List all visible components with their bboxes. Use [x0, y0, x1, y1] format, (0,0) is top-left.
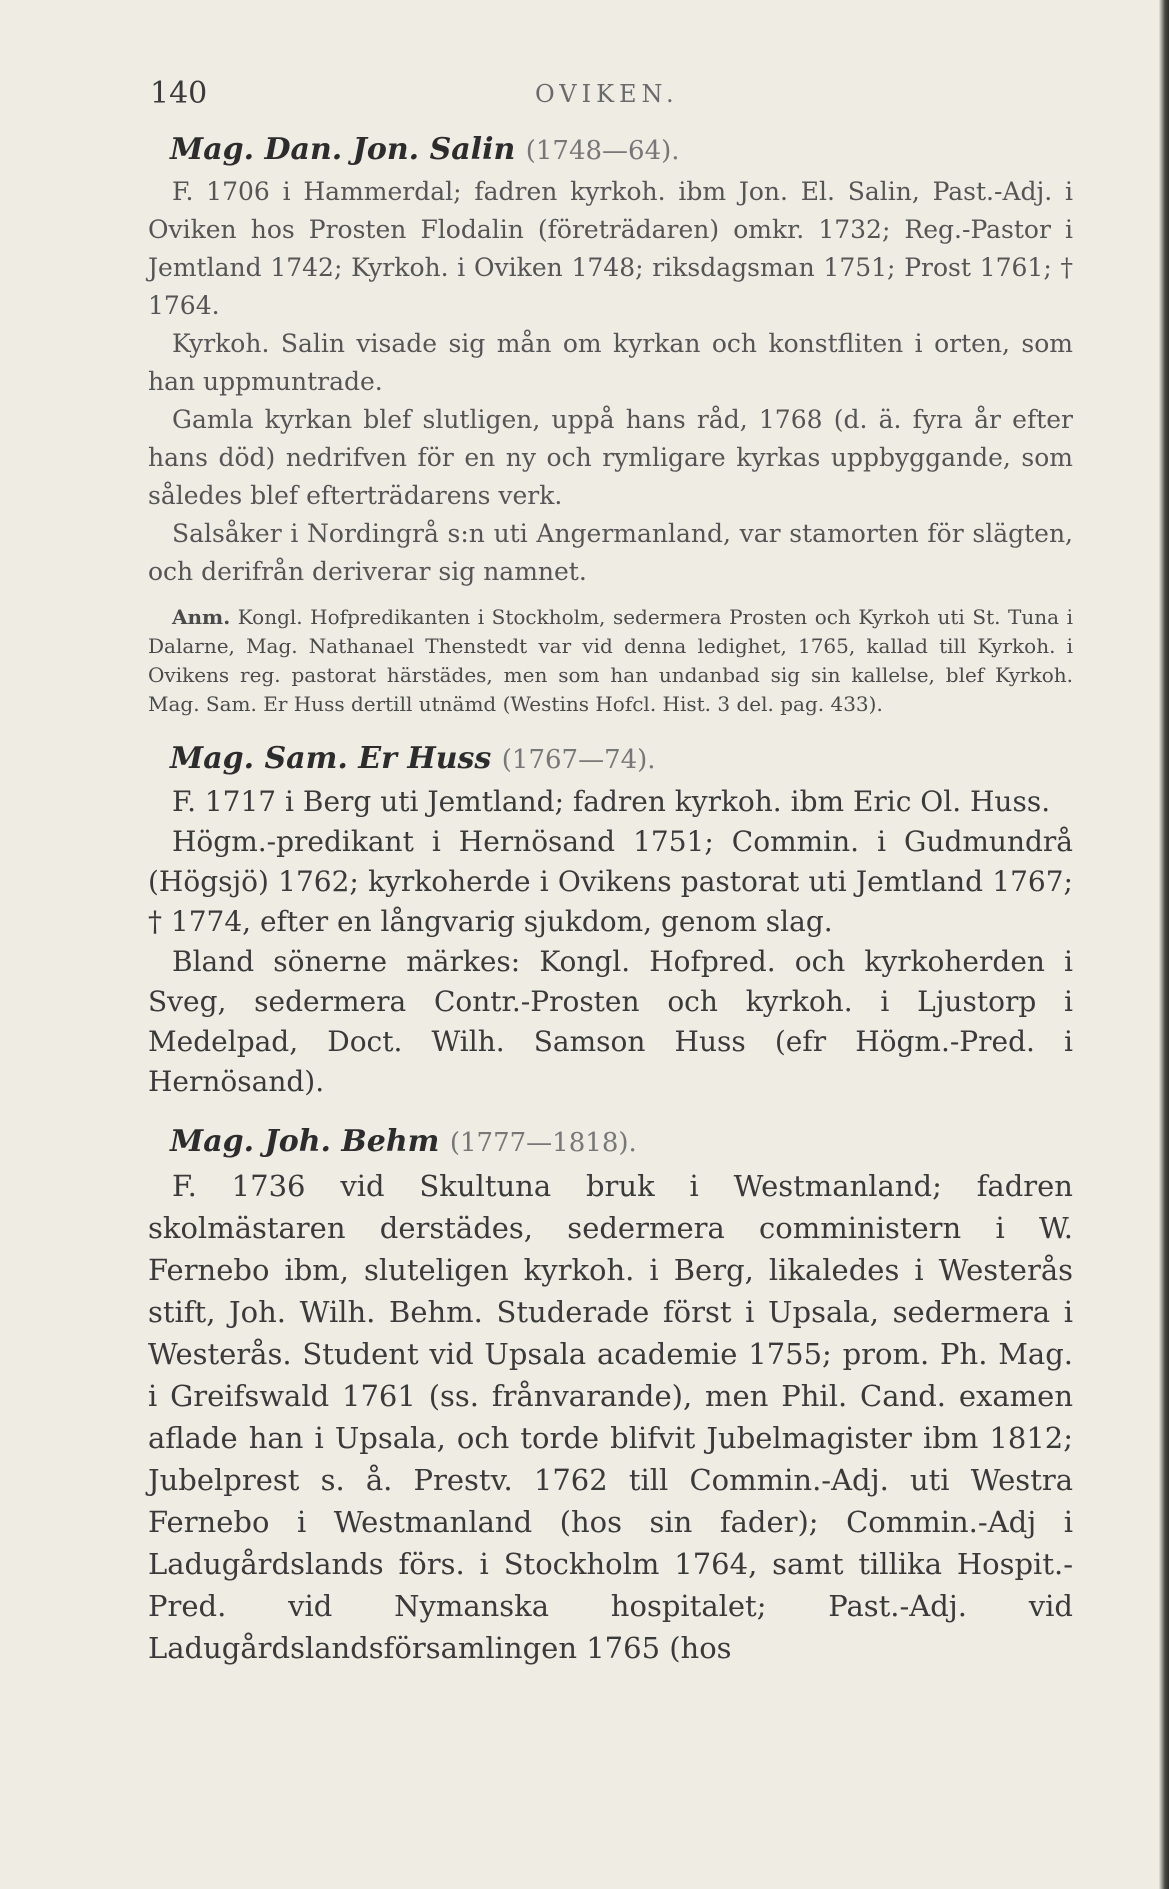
page-number: 140 — [150, 76, 208, 111]
entry-years: (1748—64). — [525, 136, 680, 166]
entry-paragraph: Gamla kyrkan blef slutligen, uppå hans råd, 1768 (d. ä. fyra år efter hans död) nedrifven för en ny och rymligare kyrkas uppbyggande, som således blef efterträdarens verk. — [148, 405, 1073, 510]
entry-paragraph: F. 1706 i Hammerdal; fadren kyrkoh. ibm Jon. El. Salin, Past.-Adj. i Oviken hos Prosten Flodalin (företrädaren) omkr. 1732; Reg.-Pastor i Jemtland 1742; Kyrkoh. i Oviken 1748; riksdagsman 1751; Prost 1761; † 1764. — [148, 177, 1073, 320]
entry-huss — [148, 741, 1073, 1102]
footnote — [148, 603, 1073, 719]
entry-paragraph: Bland sönerne märkes: Kongl. Hofpred. och kyrkoherden i Sveg, sedermera Contr.-Prosten och kyrkoh. i Ljustorp i Medelpad, Doct. Wilh. Samson Huss (efr Högm.-Pred. i Hernösand). — [148, 945, 1073, 1098]
entry-name: Mag. Sam. Er Huss — [170, 741, 492, 776]
entry-paragraph: F. 1717 i Berg uti Jemtland; fadren kyrkoh. ibm Eric Ol. Huss. — [172, 785, 1051, 818]
footnote-text: Kongl. Hofpredikanten i Stockholm, sedermera Prosten och Kyrkoh uti St. Tuna i Dalarne, Mag. Nathanael Thenstedt var vid denna ledighet, 1765, kallad till Kyrkoh. i Ovikens reg. pastorat härstädes, men som han undanbad sig sin kallelse, blef Kyrkoh. Mag. Sam. Er Huss dertill utnämd (Westins Hofcl. Hist. 3 del. pag. 433). — [148, 605, 1074, 716]
entry-title — [170, 741, 1073, 776]
running-head: OVIKEN. — [535, 80, 679, 108]
entry-title — [170, 1124, 1073, 1159]
entry-behm — [148, 1124, 1073, 1669]
footnote-label: Anm. — [172, 605, 231, 629]
entry-paragraph: F. 1736 vid Skultuna bruk i Westmanland; fadren skolmästaren derstädes, sedermera comministern i W. Fernebo ibm, sluteligen kyrkoh. i Berg, likaledes i Westerås stift, Joh. Wilh. Behm. Studerade först i Upsala, sedermera i Westerås. Student vid Upsala academie 1755; prom. Ph. Mag. i Greifswald 1761 (ss. frånvarande), men Phil. Cand. examen aflade han i Upsala, och torde blifvit Jubelmagister ibm 1812; Jubelprest s. å. Prestv. 1762 till Commin.-Adj. uti Westra Fernebo i Westmanland (hos sin fader); Commin.-Adj i Ladugårdslands förs. i Stockholm 1764, samt tillika Hospit.-Pred. vid Nymanska hospitalet; Past.-Adj. vid Ladugårdslandsförsamlingen 1765 (hos — [148, 1169, 1073, 1665]
entry-name: Mag. Joh. Behm — [170, 1124, 440, 1159]
entry-salin — [148, 132, 1073, 719]
entry-name: Mag. Dan. Jon. Salin — [170, 132, 516, 167]
entry-title — [170, 132, 1073, 167]
entry-years: (1767—74). — [501, 745, 656, 775]
entry-paragraph: Kyrkoh. Salin visade sig mån om kyrkan och konstfliten i orten, som han uppmuntrade. — [148, 329, 1073, 396]
entry-years: (1777—1818). — [449, 1128, 637, 1158]
page-edge — [1159, 0, 1169, 1889]
page-content — [148, 132, 1073, 1669]
entry-paragraph: Högm.-predikant i Hernösand 1751; Commin. i Gudmundrå (Högsjö) 1762; kyrkoherde i Ovikens pastorat uti Jemtland 1767; † 1774, efter en långvarig sjukdom, genom slag. — [148, 825, 1073, 938]
entry-paragraph: Salsåker i Nordingrå s:n uti Angermanland, var stamorten för slägten, och derifrån deriverar sig namnet. — [148, 519, 1073, 586]
page-header — [150, 76, 1050, 116]
